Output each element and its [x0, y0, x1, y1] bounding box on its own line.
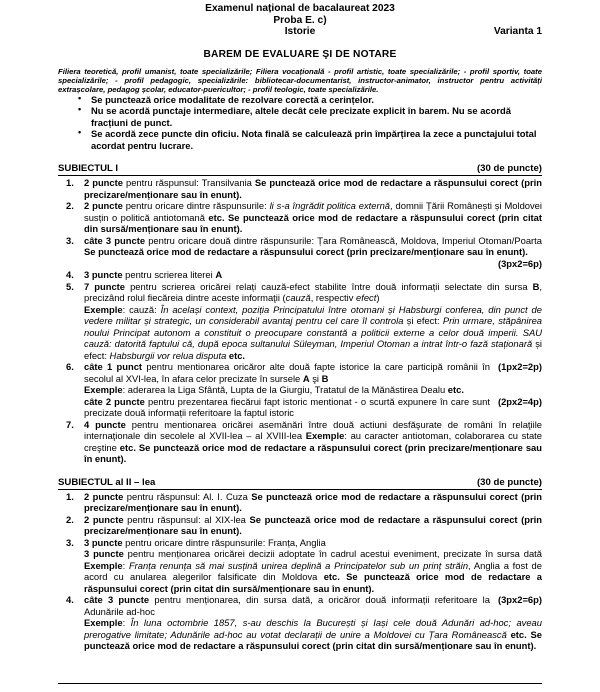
item-score: (3px2=6p): [497, 257, 542, 269]
subject-2-points: (30 de puncte): [476, 476, 542, 488]
example-text: : au caracter antiotoman, colaborarea cu state creştine: [84, 430, 542, 453]
item-body: [84, 361, 542, 384]
list-item: • Se acordă zece puncte din oficiu. Nota finală se calculează prin împărțirea la zece a punctajului total acordat pentru lucrare.: [58, 128, 542, 151]
item-lead: 2 puncte: [84, 490, 124, 502]
item-lead: câte 1 punct: [84, 361, 143, 373]
item-bold-a: A: [302, 372, 310, 384]
example-end: etc.: [447, 384, 464, 396]
item-number: 3.: [66, 536, 74, 548]
item-body: [84, 235, 542, 258]
item-number: 7.: [66, 418, 74, 430]
item-bold-text: Se punctează orice mod de redactare a răspunsului corect (prin precizare/menționare sau în enunt).: [84, 513, 542, 537]
example-italic: În luna octombrie 1857, s-au deschis la București și Iași cele două Adunări ad-hoc; aveau prerogative limitate; Adunările ad-hoc au votat declarații de unire a Moldovei cu Țara Românească: [84, 617, 542, 640]
exam-title: Examenul național de bacalaureat 2023: [205, 3, 395, 14]
barem-item-1-1: [58, 177, 542, 200]
example-text: :: [122, 559, 129, 571]
item-body: [84, 177, 542, 200]
barem-item-1-6: [58, 361, 542, 419]
item-sub-text: pentru prezentarea fiecărui fapt istoric mentionat - o scurtă expunere în care sunt precizate două informații referitoare la faptul istoric: [84, 395, 490, 419]
general-rules-list: [58, 94, 542, 151]
document-header: [58, 3, 542, 94]
item-bold-text: Se punctează orice mod de redactare a răspunsului corect (prin precizare/menționare sau în enunt).: [84, 177, 542, 200]
subject-1-heading: [58, 163, 542, 176]
list-item: • Nu se acordă punctaje intermediare, altele decât cele precizate explicit în barem. Nu se acordă fracțiuni de punct.: [58, 105, 542, 128]
item-text-2: , domnii Țării Românești și Moldovei susțin o politică antiotomană: [84, 200, 542, 223]
item-body: [84, 200, 542, 235]
item-sub-lead: câte 2 puncte: [84, 395, 145, 407]
item-body: [84, 491, 542, 514]
item-bold-text: etc. Se punctează orice mod de redactare a răspunsului corect (prin citat din sursă/menționare sau în enunt).: [84, 211, 543, 235]
item-body: [84, 269, 542, 281]
item-text: pentru răspunsul: al XIX-lea: [123, 513, 250, 525]
item-body: [84, 419, 542, 465]
item-subclause: [84, 548, 542, 594]
barem-item-2-2: [58, 514, 542, 537]
item-number: 4.: [66, 594, 74, 606]
subject-1-items: [58, 177, 542, 465]
item-number: 3.: [66, 234, 74, 246]
item-text: pentru oricare dintre răspunsurile: Franța, Anglia: [122, 536, 326, 548]
list-item: • Se punctează orice modalitate de rezolvare corectă a cerințelor.: [58, 94, 542, 105]
item-body: [84, 537, 542, 549]
example-italic: Franța renunța să mai susțină unirea deplină a Principatelor sub un prinț străin: [128, 559, 469, 571]
item-text: pentru oricare două dintre răspunsurile: Țara Românească, Moldova, Imperiul Otoman/Poarta: [145, 234, 543, 246]
filiera-note: Filiera teoretică, profil umanist, toate specializările; Filiera vocațională - profil artistic, toate specializările; - profil sportiv, toate specializările; - profil pedagogic, specializările: bibliotecar-documentarist, instructor-animator, instructor pentru activități extrașcolare, pedagog școlar, educator-puericultor; - profil teologic, toate specializările.: [58, 66, 542, 94]
example-label: Exemple: [84, 384, 123, 396]
item-bold-text: Se punctează orice mod de redactare a răspunsului corect (prin precizare/menționare sau în enunt).: [84, 246, 528, 258]
example-mid-2: și efect:: [84, 338, 543, 361]
exam-subject-row: [58, 26, 542, 38]
item-score-line: [84, 258, 542, 270]
item-bold-source: B: [532, 280, 540, 292]
item-number: 1.: [66, 490, 74, 502]
example-label: Exemple: [305, 430, 345, 442]
barem-title: BAREM DE EVALUARE ŞI DE NOTARE: [203, 48, 397, 60]
example-text: : cauză:: [122, 303, 161, 315]
item-lead: câte 3 puncte: [84, 594, 150, 606]
example-italic-3: Habsburgii vor relua disputa: [109, 349, 227, 361]
item-text: pentru scrierea literei: [122, 269, 216, 281]
example-text: :: [122, 617, 131, 629]
item-lead: 2 puncte: [84, 513, 124, 525]
item-text-3: , respectiv: [310, 292, 357, 304]
subject-2-title: SUBIECTUL al II – lea: [58, 476, 156, 488]
item-score: (3px2=6p): [497, 594, 542, 606]
item-example: [84, 384, 542, 396]
item-text: pentru oricare dintre răspunsurile:: [122, 200, 270, 212]
item-number: 4.: [66, 269, 74, 281]
item-number: 1.: [66, 177, 74, 189]
example-label: Exemple: [84, 559, 123, 571]
item-number: 5.: [66, 280, 74, 292]
item-lead: câte 3 puncte: [84, 234, 146, 246]
item-bold-text: etc. Se punctează orice mod de redactare a răspunsului corect (prin citat din sursă/menționare sau în enunt).: [84, 571, 542, 594]
barem-item-2-3: [58, 537, 542, 595]
exam-subject: Istorie: [284, 26, 316, 38]
footer-divider: [58, 683, 542, 684]
item-italic-cauza: cauză: [285, 292, 311, 304]
item-text-4: ): [376, 292, 380, 304]
example-text: : aderarea la Liga Sfântă, Lupta de la Giurgiu, Tratatul de la Mănăstirea Dealu: [122, 384, 448, 396]
item-bold-b: B: [321, 372, 329, 384]
barem-item-1-4: [58, 269, 542, 281]
item-text: pentru menționarea, din sursa dată, a oricăror două informații referitoare la Adunările ad-hoc: [84, 594, 490, 617]
example-mid-1: și efect:: [403, 315, 443, 327]
item-italic-efect: efect: [356, 292, 377, 304]
item-lead: 3 puncte: [84, 536, 123, 548]
item-score: (1px2=2p): [497, 361, 542, 373]
item-bold-text: A: [215, 269, 223, 281]
barem-item-1-3: [58, 235, 542, 270]
item-text: pentru scrierea oricărei relați cauză-efect stabilite între două informații selectate din sursa: [125, 280, 533, 292]
item-body: [84, 281, 542, 304]
item-lead: 4 puncte: [84, 418, 126, 430]
item-number: 2.: [66, 200, 74, 212]
barem-item-2-1: [58, 491, 542, 514]
item-bold-text: etc. Se punctează orice mod de redactare a răspunsului corect (prin citat din sursă/menționare sau în enunt).: [84, 628, 542, 652]
example-italic-1: În același context, poziția Principatului între otomani și Habsburgi conferea, din punct de vedere militar și strategic, un considerabil avantaj pentru cel care îl controla: [84, 303, 542, 327]
item-number: 6.: [66, 361, 74, 373]
example-end: etc.: [226, 349, 246, 361]
item-text: pentru mentionarea oricărei asemănări între două actiuni desfăşurate de români în relaţiile internaţionale din secolele al XVII-lea – al XVIII-lea: [84, 418, 542, 442]
exam-variant: Varianta 1: [493, 26, 542, 38]
item-text: pentru răspunsul: Transilvania: [122, 177, 255, 189]
item-text-2: , precizând rolul fiecăreia dintre aceste informaţii (: [84, 280, 542, 304]
item-lead: 2 puncte: [84, 177, 123, 189]
example-label: Exemple: [84, 303, 123, 315]
item-sub-score: (2px2=4p): [497, 395, 542, 407]
subject-2-items: [58, 491, 542, 652]
item-subclause: [84, 396, 542, 419]
item-example: [84, 617, 542, 652]
item-example: [84, 304, 542, 362]
item-text: pentru răspunsul: Al. I. Cuza: [123, 490, 252, 502]
barem-item-1-2: [58, 200, 542, 235]
item-sub-text: pentru menționarea oricărei decizii adoptate în cadrul acestui eveniment, precizate în sursa dată: [123, 548, 542, 560]
item-lead: 2 puncte: [84, 200, 123, 212]
item-lead: 7 puncte: [84, 280, 126, 292]
item-bold-text: Se punctează orice mod de redactare a răspunsului corect (prin precizare/menționare sau în enunt).: [84, 490, 542, 514]
barem-item-1-7: [58, 419, 542, 465]
subject-1-title: SUBIECTUL I: [58, 163, 119, 175]
barem-item-1-5: [58, 281, 542, 362]
item-lead: 3 puncte: [84, 269, 123, 281]
item-body: [84, 594, 542, 617]
example-label: Exemple: [84, 617, 123, 629]
item-italic-text: li s-a îngrădit politica externă: [269, 200, 391, 212]
item-sub-lead: 3 puncte: [84, 548, 124, 560]
subject-1-points: (30 de puncte): [476, 163, 542, 175]
item-text: pentru mentionarea oricăror alte două fapte istorice la care participă românii în secolul al XVI-lea, în afara celor precizate în sursele: [84, 361, 490, 384]
item-text-2: şi: [309, 372, 322, 384]
example-italic-2: Prin urmare, stăpânirea noului Principat autonom a constituit o preocupare constantă a politicii externe a celor două imperii. SAU cauză: datorită faptului că, după epoca sultanului Süleyman, Imperiul Otoman a intrat într-o fază staționară: [84, 315, 543, 350]
exam-proba: Proba E. c): [273, 14, 327, 26]
item-number: 2.: [66, 513, 74, 525]
barem-item-2-4: [58, 594, 542, 652]
subject-2-heading: [58, 477, 542, 490]
item-bold-text: etc. Se punctează orice mod de redactare a răspunsului corect (prin precizare/menționare sau în enunt).: [84, 441, 542, 465]
example-mid: , Anglia a fost de acord cu anularea alegerilor falsificate din Moldova: [84, 559, 542, 583]
item-body: [84, 514, 542, 537]
